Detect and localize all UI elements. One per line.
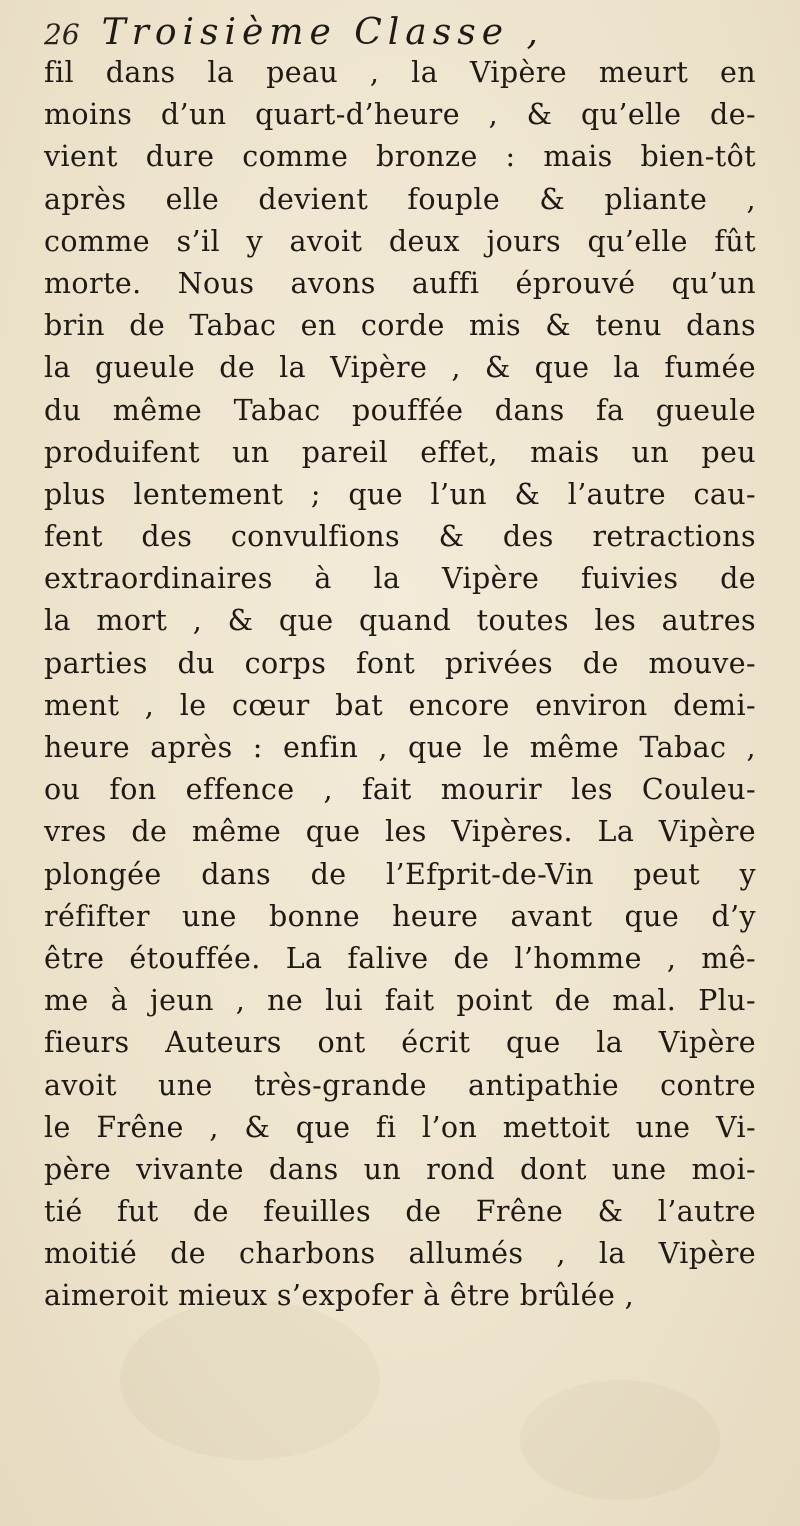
paper-stain (520, 1380, 720, 1500)
text-line: avoit une très-grande antipathie contre (44, 1068, 756, 1102)
text-line: la mort , & que quand toutes les autres (44, 604, 756, 638)
text-line: moins d’un quart-d’heure , & qu’elle de- (44, 98, 756, 132)
text-line: me à jeun , ne lui fait point de mal. Plu- (44, 984, 756, 1018)
text-line: fent des convulfions & des retractions (44, 520, 756, 554)
running-head (44, 12, 744, 56)
text-line: après elle devient fouple & pliante , (44, 182, 756, 216)
text-line: être étouffée. La falive de l’homme , mê- (44, 941, 756, 975)
paper-stain (120, 1300, 380, 1460)
text-line: du même Tabac pouffée dans fa gueule (44, 393, 756, 427)
text-line: vres de même que les Vipères. La Vipère (44, 815, 756, 849)
text-line: plongée dans de l’Efprit-de-Vin peut y (44, 857, 756, 891)
running-head-title: Troisième Classe , (101, 12, 544, 53)
text-line: le Frêne , & que fi l’on mettoit une Vi- (44, 1110, 756, 1144)
text-line: fieurs Auteurs ont écrit que la Vipère (44, 1026, 756, 1060)
text-line: fil dans la peau , la Vipère meurt en (44, 56, 756, 89)
text-line: plus lentement ; que l’un & l’autre cau- (44, 477, 756, 511)
text-line: heure après : enfin , que le même Tabac , (44, 731, 756, 764)
text-line: moitié de charbons allumés , la Vipère (44, 1237, 756, 1271)
text-line: ment , le cœur bat encore environ demi- (44, 688, 756, 722)
text-line: ou fon effence , fait mourir les Couleu- (44, 773, 756, 807)
text-line: extraordinaires à la Vipère fuivies de (44, 562, 756, 596)
page-number: 26 (44, 18, 80, 51)
text-line: aimeroit mieux s’expofer à être brûlée , (44, 1279, 635, 1313)
text-line: comme s’il y avoit deux jours qu’elle fût (44, 224, 756, 258)
text-line: la gueule de la Vipère , & que la fumée (44, 351, 756, 385)
text-line: parties du corps font privées de mouve- (44, 646, 756, 680)
text-line: réfifter une bonne heure avant que d’y (44, 899, 756, 933)
text-line: brin de Tabac en corde mis & tenu dans (44, 309, 756, 343)
text-line: tié fut de feuilles de Frêne & l’autre (44, 1195, 756, 1229)
text-line: produifent un pareil effet, mais un peu (44, 435, 756, 469)
text-line: morte. Nous avons auffi éprouvé qu’un (44, 266, 756, 300)
text-line: père vivante dans un rond dont une moi- (44, 1152, 756, 1186)
body-text (44, 52, 756, 1318)
text-line: vient dure comme bronze : mais bien-tôt (44, 140, 756, 174)
